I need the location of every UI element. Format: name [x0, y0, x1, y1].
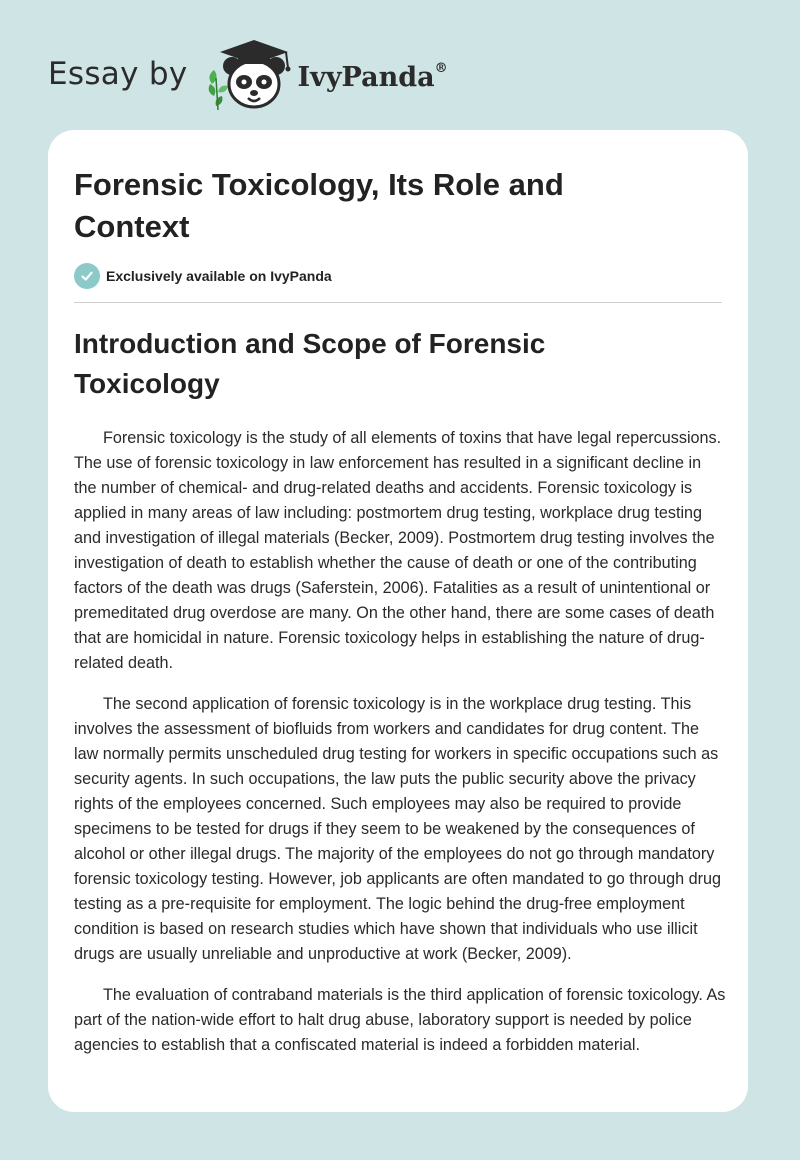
panda-graduate-logo-icon[interactable] [204, 34, 296, 114]
exclusive-badge-label: Exclusively available on IvyPanda [106, 268, 332, 284]
paragraph: Forensic toxicology is the study of all elements of toxins that have legal repercussions. The use of forensic toxicology in law enforcement has resulted in a significant decline in the number of chemical- and drug-related deaths and accidents. Forensic toxicology is applied in many areas of law including: postmortem drug testing, workplace drug testing and investigation of illegal materials (Becker, 2009). Postmortem drug testing involves the investigation of death to establish whether the cause of death or one of the contributing factors of the death was drugs (Saferstein, 2006). Fatalities as a result of unintentional or premeditated drug overdose are many. On the other hand, there are some cases of death that are homicidal in nature. Forensic toxicology helps in establishing the nature of drug-related death. [74, 429, 722, 672]
check-circle-icon [74, 263, 100, 289]
registered-mark: ® [434, 60, 448, 76]
paragraph: The evaluation of contraband materials is the third application of forensic toxicology. As part of the nation-wide effort to halt drug abuse, laboratory support is needed by police agencies to establish that a confiscated material is indeed a forbidden material. [74, 986, 726, 1054]
brand-name-text: IvyPanda [297, 61, 435, 93]
essay-by-label: Essay by [48, 56, 188, 92]
site-header [48, 34, 448, 114]
divider [74, 302, 722, 303]
exclusive-badge [74, 263, 332, 289]
paragraph: The second application of forensic toxicology is in the workplace drug testing. This involves the assessment of biofluids from workers and candidates for drug content. The law normally permits unscheduled drug testing for workers in specific occupations such as security agents. In such occupations, the law puts the public security above the privacy rights of the employees concerned. Such employees may also be required to provide specimens to be tested for drugs if they seem to be weakened by the consequences of alcohol or other illegal drugs. The majority of the employees do not go through mandatory forensic toxicology testing. However, job applicants are often mandated to go through drug testing as a pre-requisite for employment. The logic behind the drug-free employment condition is based on research studies which have shown that individuals who use illicit drugs are usually unreliable and unproductive at work (Becker, 2009). [74, 695, 721, 963]
page-title: Forensic Toxicology, Its Role and Context [74, 167, 564, 244]
brand-name[interactable] [298, 62, 448, 93]
article-card [48, 130, 748, 1112]
article-body [74, 426, 726, 1074]
section-heading: Introduction and Scope of Forensic Toxicology [74, 328, 546, 399]
